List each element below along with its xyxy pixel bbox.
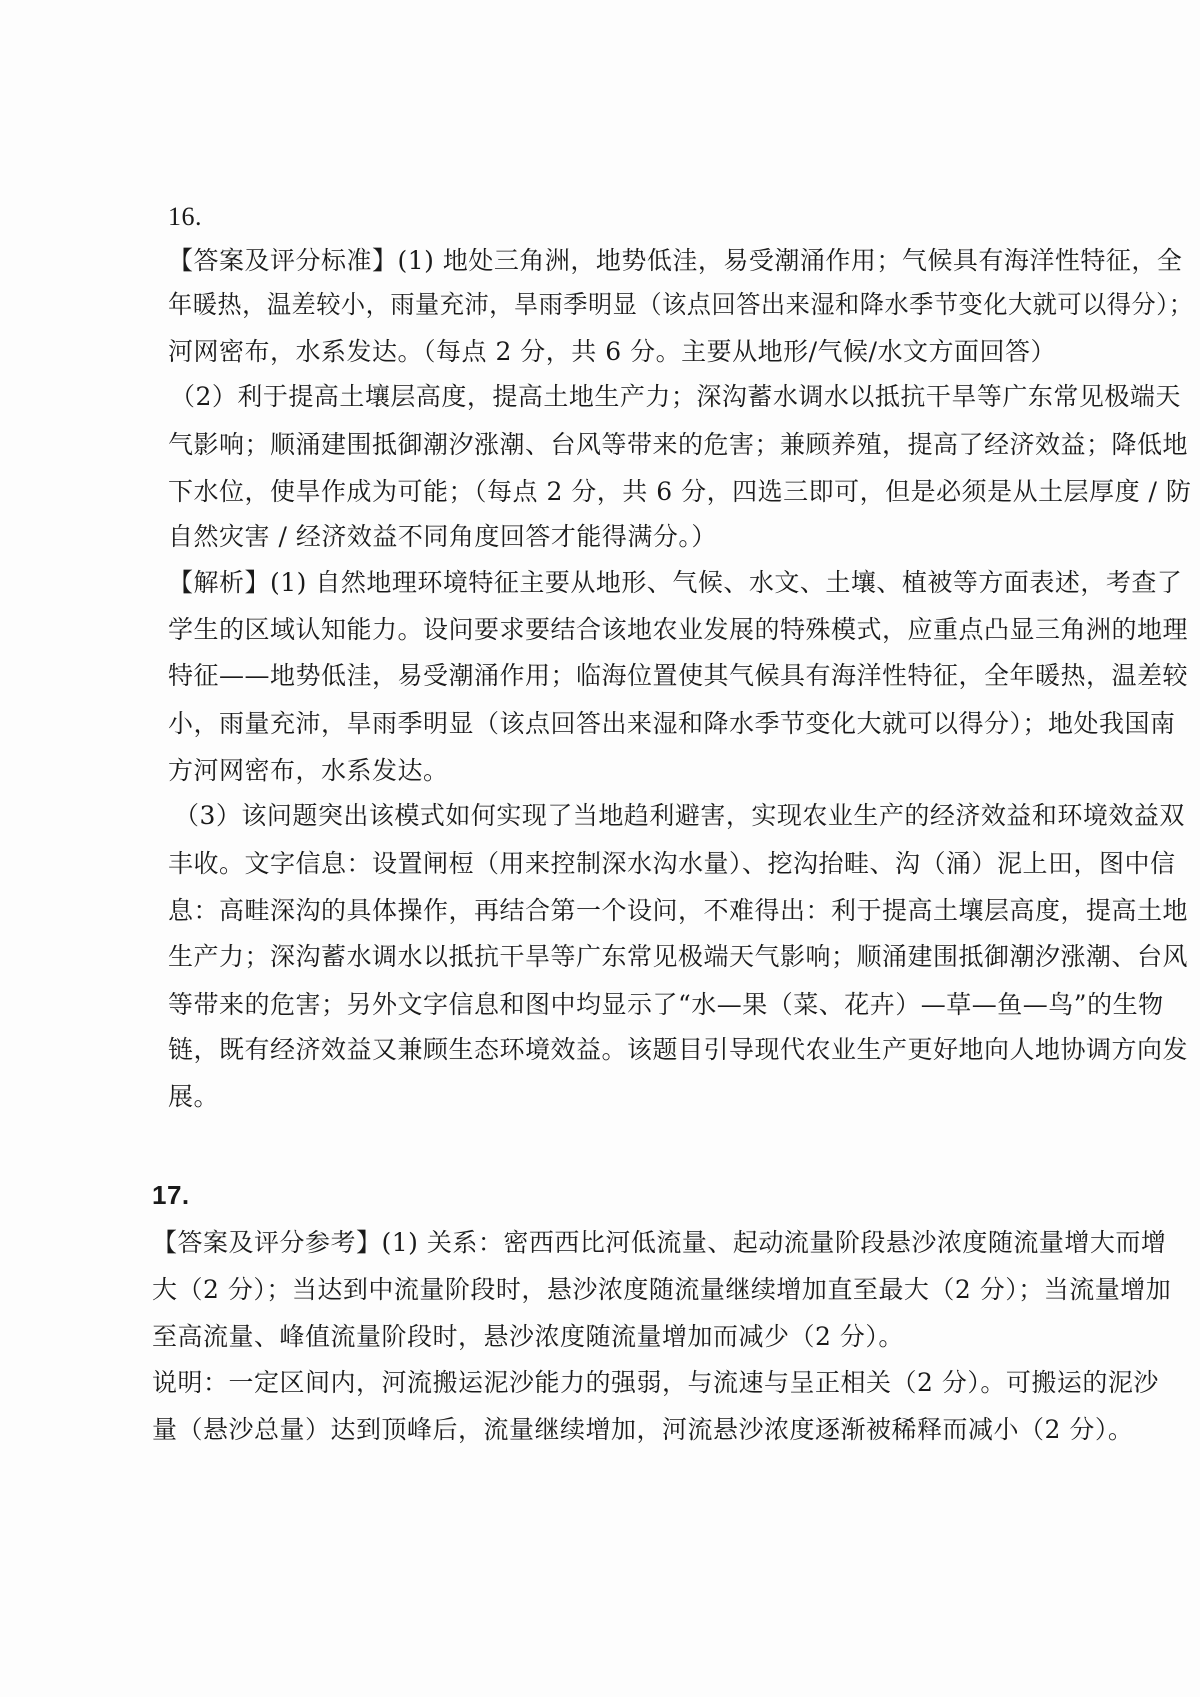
q16-answer-line-5: 气影响；顺涌建围抵御潮汐涨潮、台风等带来的危害；兼顾养殖，提高了经济效益；降低地 — [168, 430, 1189, 459]
q16-analysis-line-12: 展。 — [168, 1082, 220, 1111]
q16-analysis-line-4: 小，雨量充沛，旱雨季明显（该点回答出来湿和降水季节变化大就可以得分）；地处我国南 — [168, 709, 1176, 738]
q16-answer-line-1: 【答案及评分标准】(1) 地处三角洲，地势低洼，易受潮涌作用；气候具有海洋性特征，全 — [168, 246, 1183, 275]
question-17-number: 17. — [152, 1180, 190, 1210]
q16-answer-line-2: 年暖热，温差较小，雨量充沛，旱雨季明显（该点回答出来湿和降水季节变化大就可以得分）； — [168, 290, 1194, 319]
q17-answer-line-2: 大（2 分）；当达到中流量阶段时，悬沙浓度随流量继续增加直至最大（2 分）；当流量增加 — [152, 1275, 1172, 1304]
q16-analysis-line-11: 链，既有经济效益又兼顾生态环境效益。该题目引导现代农业生产更好地向人地协调方向发 — [168, 1035, 1189, 1064]
q16-analysis-line-2: 学生的区域认知能力。设问要求要结合该地农业发展的特殊模式，应重点凸显三角洲的地理 — [168, 615, 1189, 644]
q17-explanation-line-1: 说明：一定区间内，河流搬运泥沙能力的强弱，与流速与呈正相关（2 分）。可搬运的泥沙 — [152, 1368, 1159, 1397]
q16-analysis-line-10: 等带来的危害；另外文字信息和图中均显示了“水—果（菜、花卉）—草—鱼—鸟”的生物 — [168, 990, 1164, 1019]
q16-analysis-line-3: 特征——地势低洼，易受潮涌作用；临海位置使其气候具有海洋性特征，全年暖热，温差较 — [168, 661, 1189, 690]
q17-answer-line-1: 【答案及评分参考】(1) 关系：密西西比河低流量、起动流量阶段悬沙浓度随流量增大而增 — [152, 1228, 1167, 1257]
q16-answer-line-6: 下水位，使旱作成为可能；（每点 2 分，共 6 分，四选三即可，但是必须是从土层厚度 / 防 — [168, 477, 1192, 506]
q16-analysis-line-7: 丰收。文字信息：设置闸梪（用来控制深水沟水量）、挖沟抬畦、沟（涌）泥上田，图中信 — [168, 849, 1176, 878]
q16-analysis-line-1: 【解析】(1) 自然地理环境特征主要从地形、气候、水文、土壤、植被等方面表述，考查了 — [168, 568, 1183, 597]
question-16-number: 16. — [168, 202, 202, 231]
q16-answer-line-7: 自然灾害 / 经济效益不同角度回答才能得满分。） — [168, 522, 717, 551]
q16-analysis-line-6: （3）该问题突出该模式如何实现了当地趋利避害，实现农业生产的经济效益和环境效益双 — [174, 801, 1185, 830]
q17-explanation-line-2: 量（悬沙总量）达到顶峰后，流量继续增加，河流悬沙浓度逐渐被稀释而减小（2 分）。 — [152, 1415, 1134, 1444]
q16-analysis-line-9: 生产力；深沟蓄水调水以抵抗干旱等广东常见极端天气影响；顺涌建围抵御潮汐涨潮、台风 — [168, 942, 1189, 971]
q16-answer-line-3: 河网密布，水系发达。（每点 2 分，共 6 分。主要从地形/气候/水文方面回答） — [168, 337, 1056, 366]
q17-answer-line-3: 至高流量、峰值流量阶段时，悬沙浓度随流量增加而减少（2 分）。 — [152, 1322, 904, 1351]
q16-analysis-line-8: 息：高畦深沟的具体操作，再结合第一个设问，不难得出：利于提高土壤层高度，提高土地 — [168, 896, 1189, 925]
q16-analysis-line-5: 方河网密布，水系发达。 — [168, 756, 449, 785]
q16-answer-line-4: （2）利于提高土壤层高度，提高土地生产力；深沟蓄水调水以抵抗干旱等广东常见极端天 — [170, 382, 1181, 411]
